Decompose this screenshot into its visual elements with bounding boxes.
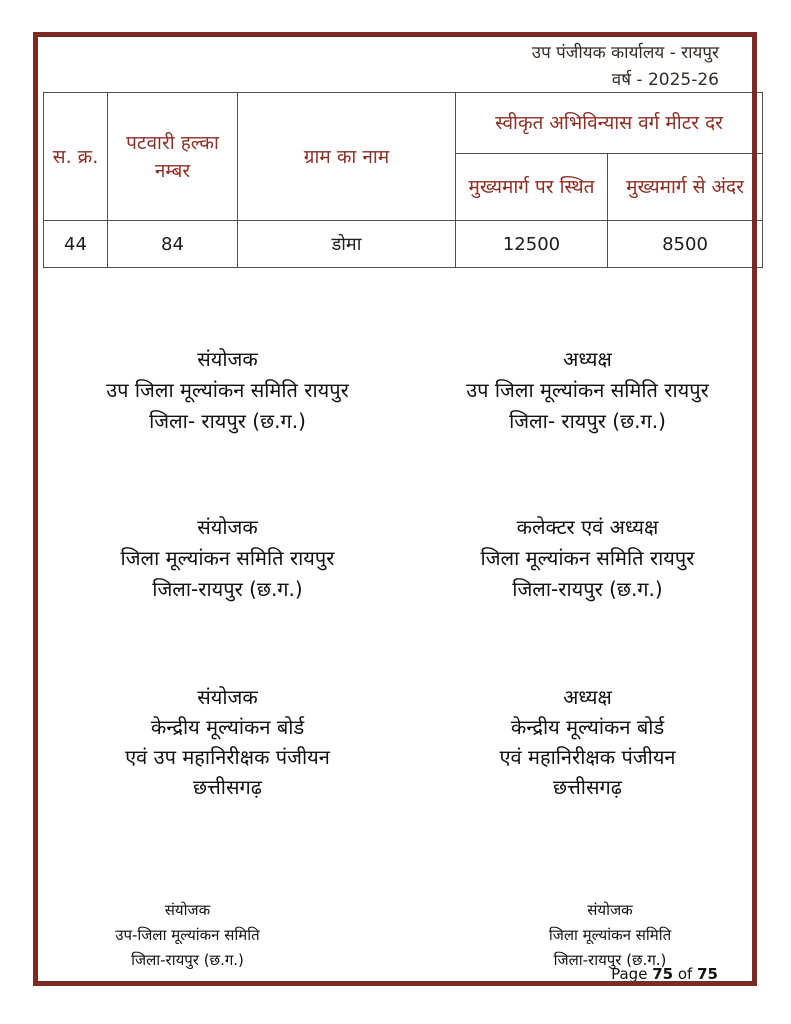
signature-district: जिला- रायपुर (छ.ग.) — [509, 409, 666, 433]
rate-table — [43, 92, 763, 268]
current-page-number: 75 — [652, 965, 674, 983]
table-header-row-1 — [44, 93, 763, 154]
signature-block-2-right — [420, 512, 755, 605]
col-header-on-main-road: मुख्यमार्ग पर स्थित — [456, 154, 608, 221]
signature-role: संयोजक — [197, 347, 258, 371]
col-header-inside-main-road: मुख्यमार्ग से अंदर — [608, 154, 763, 221]
signature-block-4-right — [485, 898, 735, 973]
cell-halka-number: 84 — [108, 221, 238, 268]
signature-block-3-right — [420, 682, 755, 802]
of-label: of — [677, 965, 693, 983]
signature-block-2-left — [60, 512, 395, 605]
cell-village: डोमा — [238, 221, 456, 268]
office-title: उप पंजीयक कार्यालय - रायपुर — [531, 43, 719, 63]
signature-district: जिला-रायपुर (छ.ग.) — [512, 577, 663, 601]
signature-district: जिला-रायपुर (छ.ग.) — [152, 577, 303, 601]
col-header-serial: स. क्र. — [44, 93, 108, 221]
signature-org: केन्द्रीय मूल्यांकन बोर्ड — [510, 715, 665, 739]
signature-district: जिला-रायपुर (छ.ग.) — [131, 951, 244, 969]
signature-role: संयोजक — [587, 901, 633, 919]
total-page-number: 75 — [697, 965, 718, 983]
signature-state: छत्तीसगढ़ — [192, 775, 263, 799]
signature-org: जिला मूल्यांकन समिति रायपुर — [480, 546, 695, 570]
signature-org: जिला मूल्यांकन समिति रायपुर — [120, 546, 335, 570]
signature-role: संयोजक — [197, 685, 258, 709]
signature-role: संयोजक — [197, 515, 258, 539]
table-row — [44, 221, 763, 268]
signature-role: संयोजक — [164, 901, 211, 919]
cell-rate-inside: 8500 — [608, 221, 763, 268]
office-header — [532, 40, 719, 94]
signature-role: कलेक्टर एवं अध्यक्ष — [516, 515, 659, 539]
col-header-village: ग्राम का नाम — [238, 93, 456, 221]
signature-block-3-left — [60, 682, 395, 802]
page-label: Page — [611, 965, 648, 983]
signature-org: जिला मूल्यांकन समिति — [548, 926, 672, 944]
signature-org: केन्द्रीय मूल्यांकन बोर्ड — [150, 715, 305, 739]
page-number — [611, 965, 718, 983]
signature-state: छत्तीसगढ़ — [552, 775, 623, 799]
col-header-approved-rate: स्वीकृत अभिविन्यास वर्ग मीटर दर — [456, 93, 763, 154]
signature-org: उप-जिला मूल्यांकन समिति — [115, 926, 260, 944]
year-label: वर्ष - 2025-26 — [611, 70, 719, 90]
signature-org-line2: एवं उप महानिरीक्षक पंजीयन — [125, 745, 330, 769]
signature-org-line2: एवं महानिरीक्षक पंजीयन — [499, 745, 676, 769]
cell-serial: 44 — [44, 221, 108, 268]
signature-org: उप जिला मूल्यांकन समिति रायपुर — [466, 378, 709, 402]
signature-role: अध्यक्ष — [563, 347, 612, 371]
cell-rate-on-main-road: 12500 — [456, 221, 608, 268]
signature-block-1-right — [420, 344, 755, 437]
signature-org: उप जिला मूल्यांकन समिति रायपुर — [106, 378, 349, 402]
signature-district: जिला-रायपुर (छ.ग.) — [553, 951, 667, 969]
signature-block-1-left — [60, 344, 395, 437]
signature-district: जिला- रायपुर (छ.ग.) — [149, 409, 306, 433]
signature-block-4-left — [60, 898, 315, 973]
signature-role: अध्यक्ष — [563, 685, 612, 709]
col-header-patwari-halka: पटवारी हल्का नम्बर — [108, 93, 238, 221]
